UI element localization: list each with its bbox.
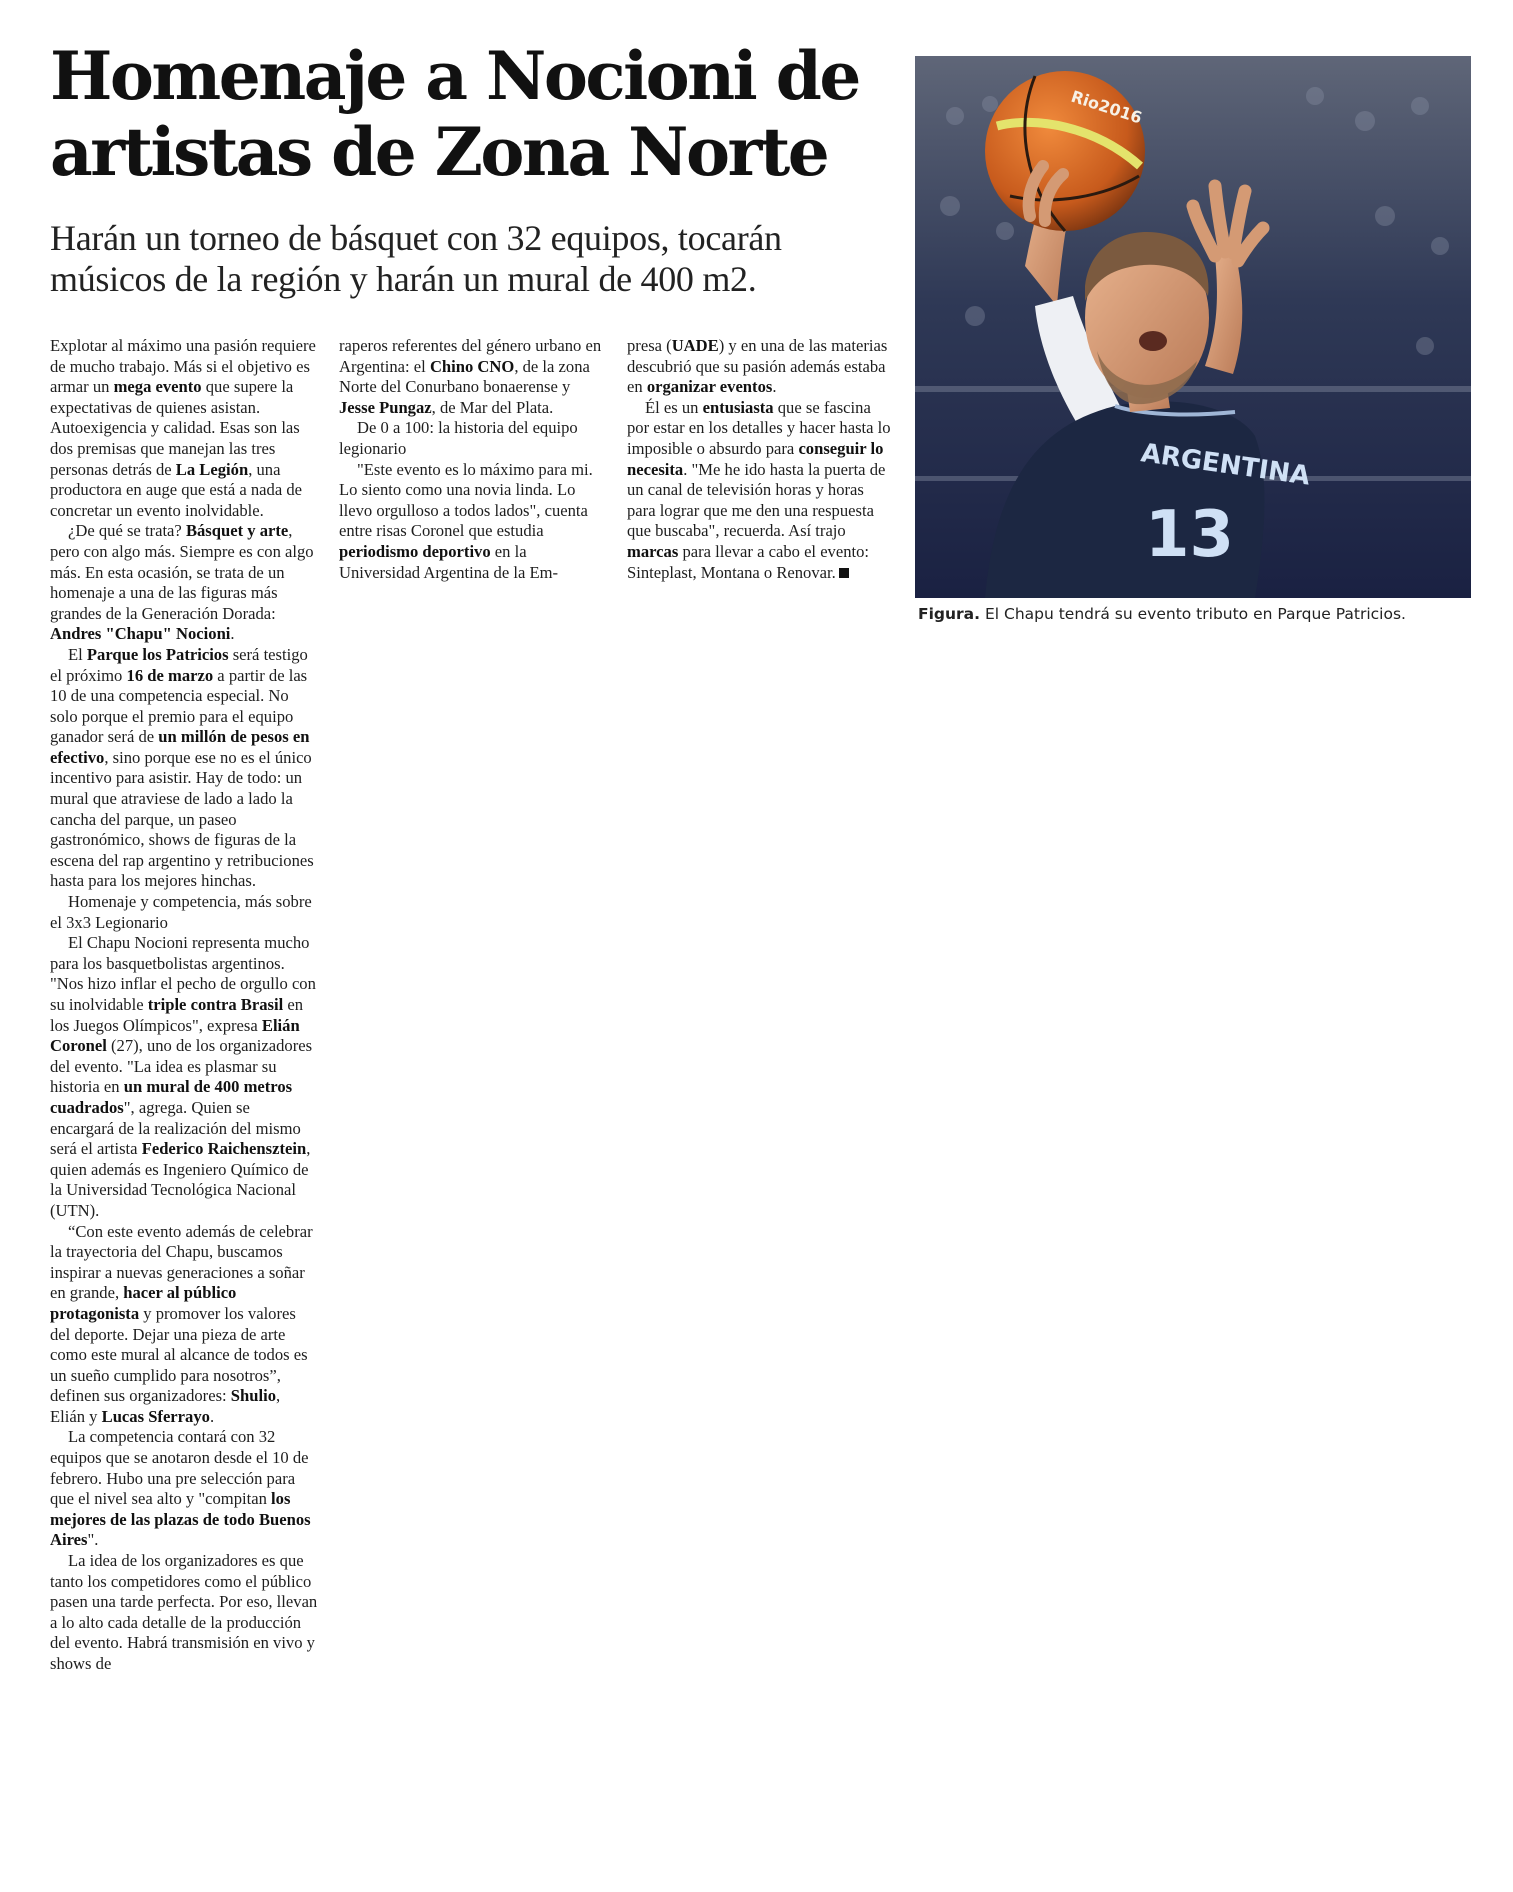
deck-subtitle (50, 218, 910, 300)
paragraph: Él es un entusiasta que se fascina por estar en los detalles y hacer hasta lo imposible o absurdo para conseguir lo necesita. "Me he ido hasta la puerta de un canal de televisión horas y horas para lograr que me den una respuesta que buscaba", recuerda. Así trajo marcas para llevar a cabo el evento: Sinteplast, Montana o Renovar. (627, 397, 891, 582)
article-column-3 (627, 336, 895, 583)
caption-text: El Chapu tendrá su evento tributo en Parque Patricios. (984, 605, 1406, 623)
paragraph: La competencia contará con 32 equipos que se anotaron desde el 10 de febrero. Hubo una pre selección para que el nivel sea alto y "compitan los mejores de las plazas de todo Buenos Aires". (50, 1427, 311, 1550)
end-of-article-mark (839, 568, 849, 578)
paragraph: "Este evento es lo máximo para mi. Lo siento como una novia linda. Lo llevo orgulloso a todos lados", cuenta entre risas Coronel que estudia periodismo deportivo en la Universidad Argentina de la Em- (339, 459, 593, 582)
headline (50, 38, 910, 190)
section-subheading: De 0 a 100: la historia del equipo legionario (339, 418, 578, 458)
jersey-text: ARGENTINA (1139, 438, 1312, 492)
article-column-1 (50, 336, 318, 1675)
basketball-player-illustration (915, 56, 1471, 598)
photo-caption (918, 604, 1478, 624)
paragraph: La idea de los organizadores es que tanto los competidores como el público pasen una tarde perfecta. Por eso, llevan a lo alto cada detalle de la producción del evento. Habrá transmisión en vivo y shows de (50, 1551, 318, 1673)
deck-line-1: Harán un torneo de básquet con 32 equipos, tocarán (50, 218, 782, 258)
paragraph: El Chapu Nocioni representa mucho para los basquetbolistas argentinos. "Nos hizo inflar el pecho de orgullo con su inolvidable triple contra Brasil en los Juegos Olímpicos", expresa Elián Coronel (27), uno de los organizadores del evento. "La idea es plasmar su historia en un mural de 400 metros cuadrados", agrega. Quien se encargará de la realización del mismo será el artista Federico Raichensztein, quien además es Ingeniero Químico de la Universidad Tecnológica Nacional (UTN). (50, 933, 316, 1220)
article-column-2 (339, 336, 607, 583)
section-subheading: Homenaje y competencia, más sobre el 3x3 Legionario (50, 892, 312, 932)
paragraph: “Con este evento además de celebrar la trayectoria del Chapu, buscamos inspirar a nuevas generaciones a soñar en grande, hacer al público protagonista y promover los valores del deporte. Dejar una pieza de arte como este mural al alcance de todos es un sueño cumplido para nosotros”, definen sus organizadores: Shulio, Elián y Lucas Sferrayo. (50, 1221, 313, 1426)
jersey-number: 13 (1145, 498, 1235, 572)
paragraph: Explotar al máximo una pasión requiere de mucho trabajo. Más si el objetivo es armar un mega evento que supere la expectativas de quienes asistan. Autoexigencia y calidad. Esas son las dos premisas que manejan las tres personas detrás de La Legión, una productora en auge que está a nada de concretar un evento inolvidable. (50, 336, 316, 520)
paragraph: raperos referentes del género urbano en Argentina: el Chino CNO, de la zona Norte del Conurbano bonaerense y Jesse Pungaz, de Mar del Plata. (339, 336, 602, 417)
paragraph: presa (UADE) y en una de las materias descubrió que su pasión además estaba en organizar eventos. (627, 336, 888, 397)
headline-line-1: Homenaje a Nocioni de (50, 37, 859, 115)
caption-label: Figura. (918, 605, 981, 623)
deck-line-2: músicos de la región y harán un mural de 400 m2. (50, 259, 757, 299)
ball-logo-text: Rio2016 (1068, 86, 1145, 128)
paragraph: El Parque los Patricios será testigo el próximo 16 de marzo a partir de las 10 de una competencia especial. No solo porque el premio para el equipo ganador será de un millón de pesos en efectivo, sino porque ese no es el único incentivo para asistir. Hay de todo: un mural que atraviese de lado a lado la cancha del parque, un paseo gastronómico, shows de figuras de la escena del rap argentino y retribuciones hasta para los mejores hinchas. (50, 644, 314, 891)
paragraph: ¿De qué se trata? Básquet y arte, pero con algo más. Siempre es con algo más. En esta ocasión, se trata de un homenaje a una de las figuras más grandes de la Generación Dorada: Andres "Chapu" Nocioni. (50, 521, 314, 644)
article-photo (915, 56, 1471, 598)
headline-line-2: artistas de Zona Norte (50, 113, 828, 191)
